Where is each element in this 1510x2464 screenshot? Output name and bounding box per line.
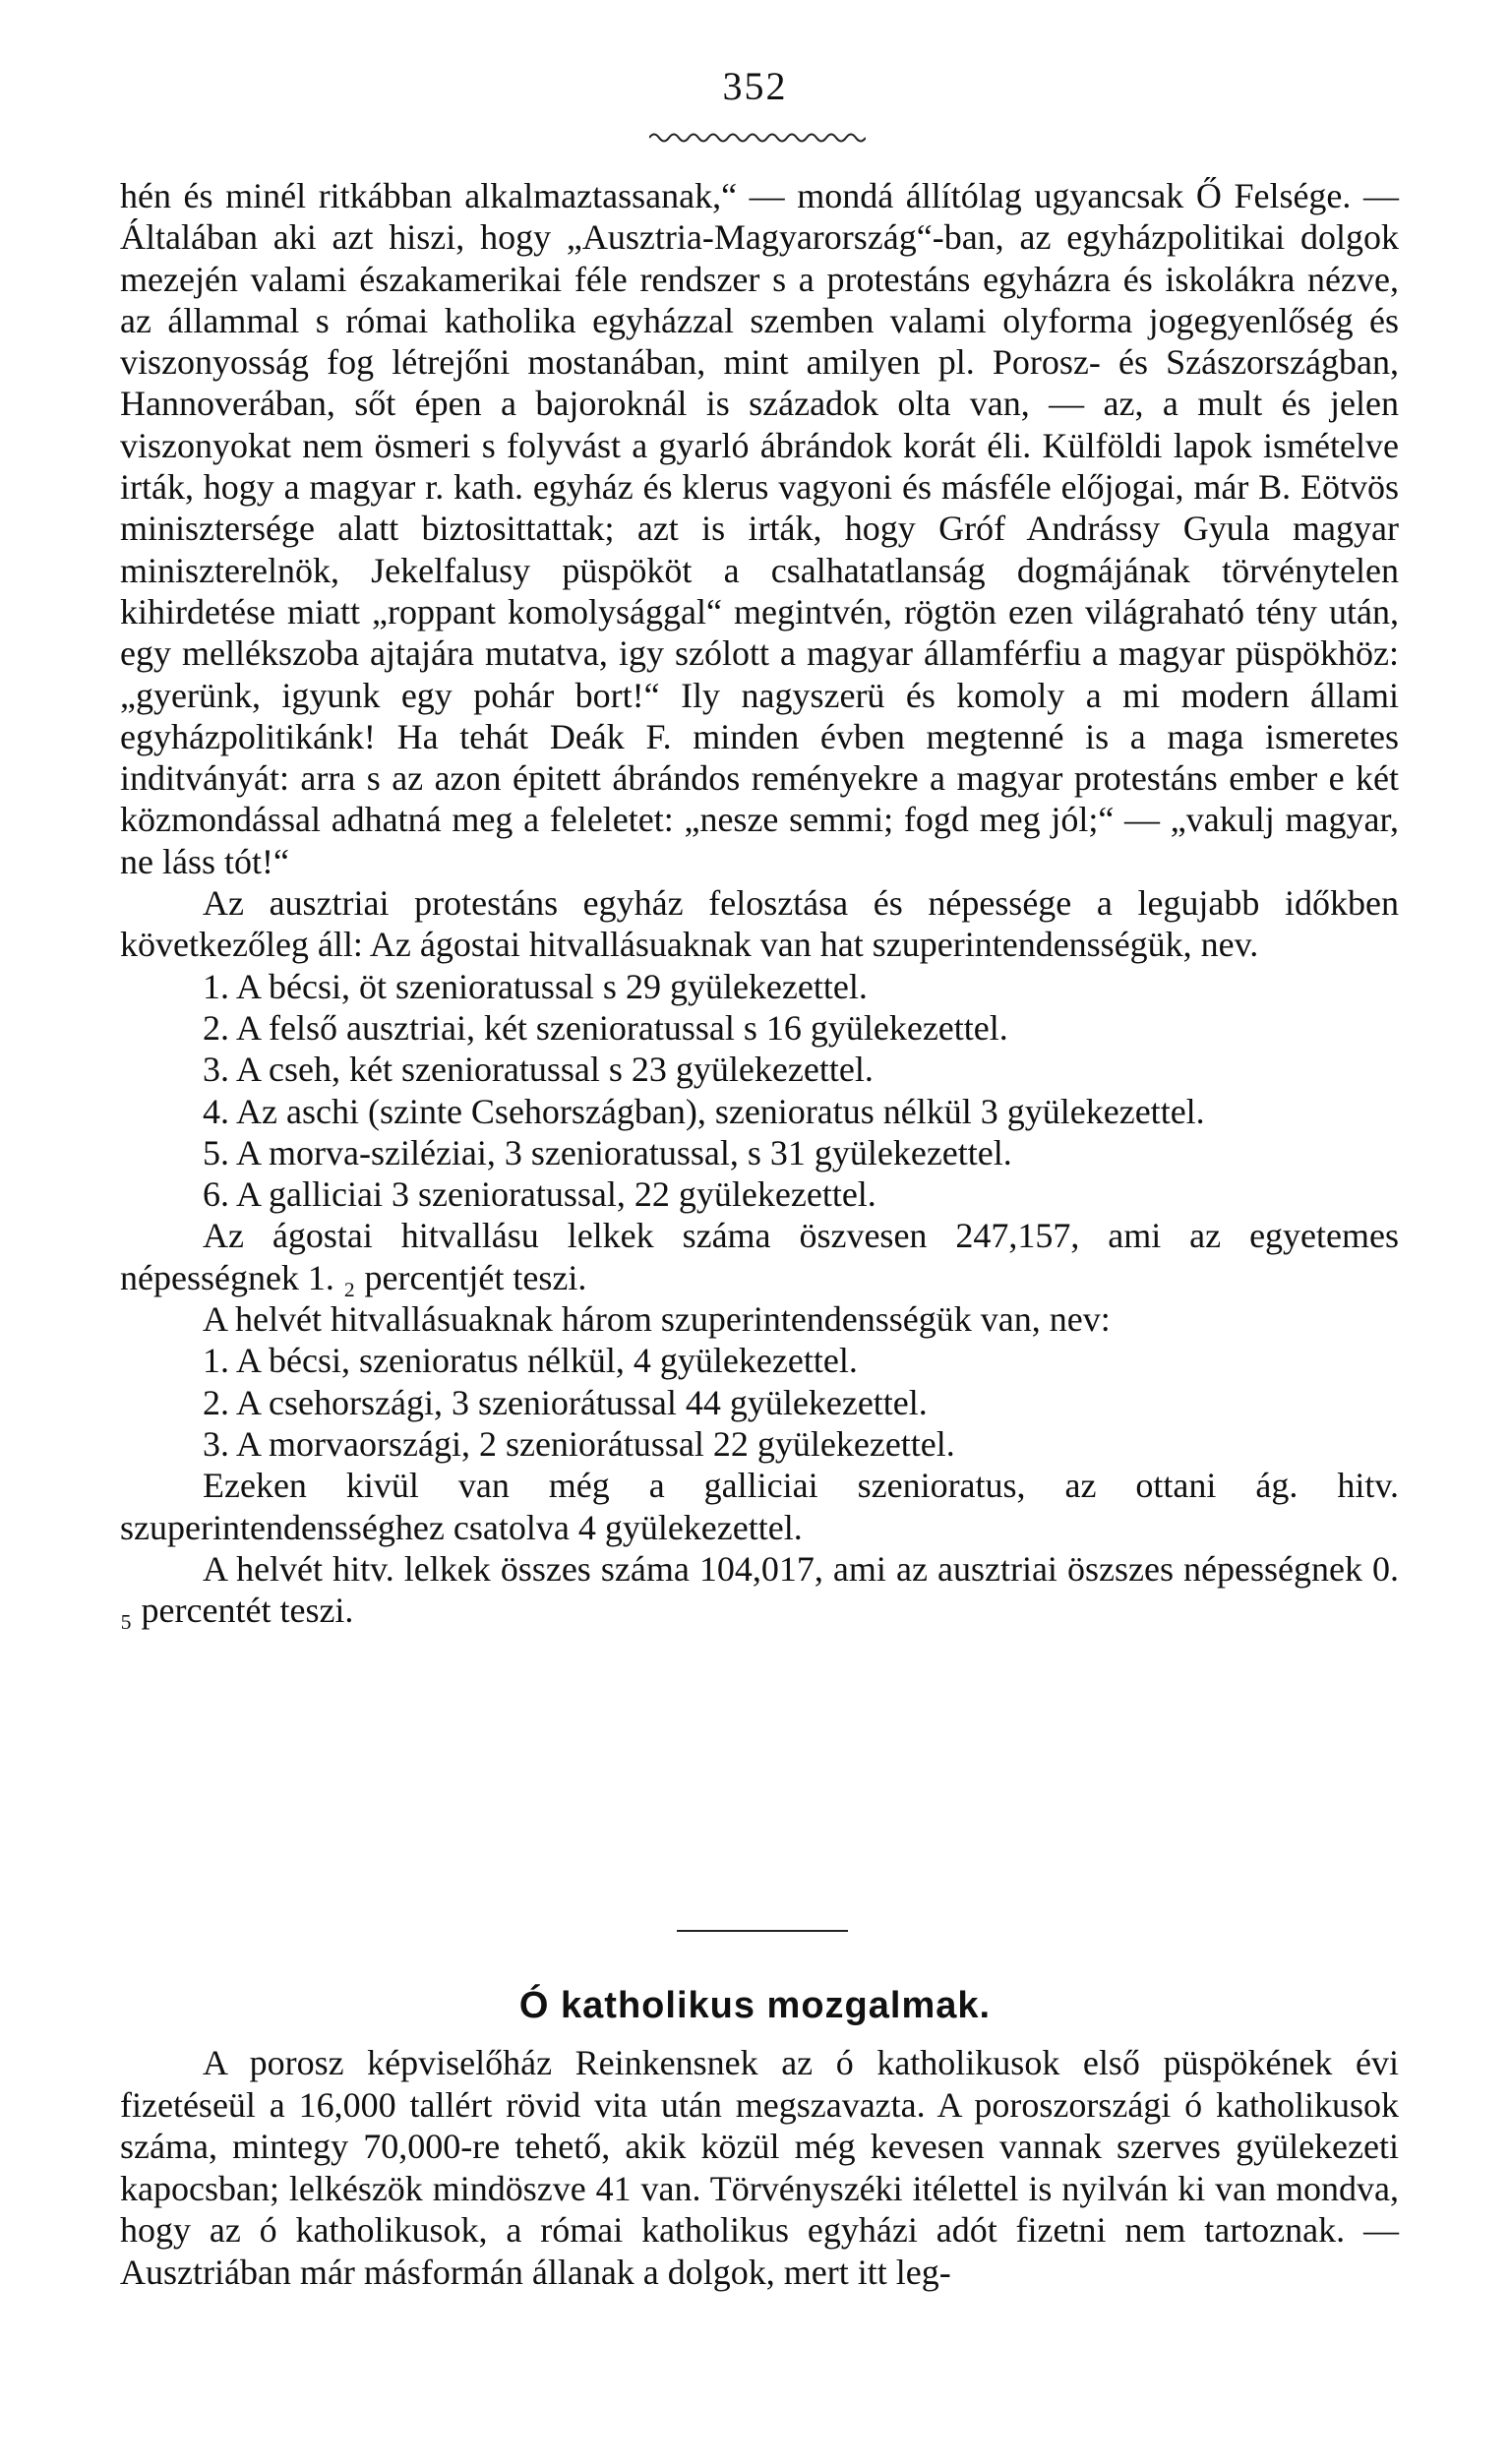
helvetic-district-item: 1. A bécsi, szenioratus nélkül, 4 gyülekezettel.	[203, 1341, 858, 1381]
augsburg-total: Az ágostai hitvallásu lelkek száma öszvesen 247,157, ami az egyetemes népességnek 1. ₂ percentjét teszi.	[120, 1216, 1399, 1297]
augsburg-district-item: 4. Az aschi (szinte Csehországban), szenioratus nélkül 3 gyülekezettel.	[203, 1091, 1205, 1131]
paragraph-church-politics: hén és minél ritkábban alkalmaztassanak,“ — mondá állítólag ugyancsak Ő Felsége. — Általában aki azt hiszi, hogy „Ausztria-Magyarország“-ban, az egyházpolitikai dolgok mezején valami északamerikai féle rendszer s a protestáns egyházra és iskolákra nézve, az állammal s római katholika egyházzal szemben valami olyforma jogegyenlőség és viszonyosság fog létrejőni mostanában, mint amilyen pl. Porosz- és Szászországban, Hannoverában, sőt épen a bajoroknál is századok olta van, — az, a mult és jelen viszonyokat nem ösmeri s folyvást a gyarló ábrándok korát éli. Külföldi lapok ismételve irták, hogy a magyar r. kath. egyház és klerus vagyoni és másféle előjogai, már B. Eötvös minisztersége alatt biztosittattak; azt is irták, hogy Gróf Andrássy Gyula magyar miniszterelnök, Jekelfalusy püspököt a csalhatatlanság dogmájának törvénytelen kihirdetése miatt „roppant komolysággal“ megintvén, rögtön ezen világraható tény után, egy mellékszoba ajtajára mutatva, igy szólott a magyar államférfiu a magyar püspökhöz: „gyerünk, igyunk egy pohár bort!“ Ily nagyszerü és komoly a mi modern állami egyházpolitikánk! Ha tehát Deák F. minden évben megtenné is a maga ismeretes inditványát: arra s az azon épitett ábrándos reményekre a magyar protestáns ember e két közmondással adhatná meg a feleletet: „nesze semmi; fogd meg jól;“ — „vakulj magyar, ne láss tót!“	[120, 176, 1399, 881]
section-text-block	[120, 2042, 1399, 2293]
helvetic-district-item: 2. A csehországi, 3 szeniorátussal 44 gyülekezettel.	[203, 1382, 928, 1422]
paragraph-old-catholics: A porosz képviselőház Reinkensnek az ó katholikusok első püspökének évi fizetéseül a 16,000 tallért rövid vita után megszavazta. A poroszországi ó katholikusok száma, mintegy 70,000-re tehető, akik közül még kevesen vannak szerves gyülekezeti kapocsban; lelkészök mindöszve 41 van. Törvényszéki itélettel is nyilván ki van mondva, hogy az ó katholikusok, a római katholikus egyházi adót fizetni nem tartoznak. — Ausztriában már másformán állanak a dolgok, mert itt leg-	[120, 2043, 1399, 2292]
augsburg-district-item: 1. A bécsi, öt szenioratussal s 29 gyülekezettel.	[203, 966, 868, 1006]
augsburg-district-item: 5. A morva-sziléziai, 3 szenioratussal, s 31 gyülekezettel.	[203, 1132, 1012, 1172]
helvetic-district-item: 3. A morvaországi, 2 szeniorátussal 22 gyülekezettel.	[203, 1423, 955, 1464]
section-divider	[677, 1930, 848, 1932]
augsburg-district-item: 6. A galliciai 3 szenioratussal, 22 gyülekezettel.	[203, 1174, 876, 1215]
helvetic-extra: Ezeken kivül van még a galliciai szenioratus, az ottani ág. hitv. szuperintendensséghez csatolva 4 gyülekezettel.	[120, 1466, 1399, 1547]
page-number: 352	[722, 64, 788, 108]
page-number-ornament	[649, 131, 866, 145]
augsburg-district-item: 3. A cseh, két szenioratussal s 23 gyülekezettel.	[203, 1050, 874, 1090]
main-text-block	[120, 175, 1399, 1631]
paragraph-protestant-division: Az ausztriai protestáns egyház felosztása és népessége a legujabb időkben következőleg áll: Az ágostai hitvallásuaknak van hat szuperintendensségük, nev.	[120, 883, 1399, 965]
augsburg-district-item: 2. A felső ausztriai, két szenioratussal s 16 gyülekezettel.	[203, 1007, 1008, 1048]
section-heading: Ó katholikus mozgalmak.	[518, 1985, 992, 2026]
helvetic-intro: A helvét hitvallásuaknak három szuperintendensségük van, nev:	[203, 1299, 1111, 1340]
helvetic-total: A helvét hitv. lelkek összes száma 104,017, ami az ausztriai öszszes népességnek 0. ₅ percentét teszi.	[120, 1548, 1399, 1631]
